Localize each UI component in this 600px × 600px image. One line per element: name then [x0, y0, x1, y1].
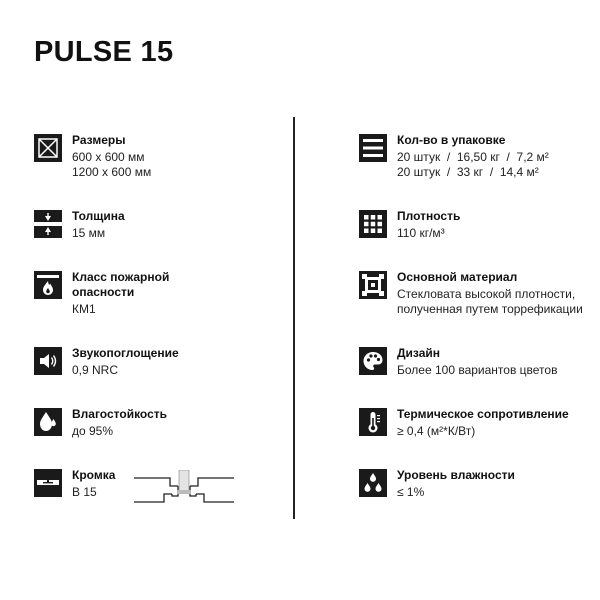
spec-label: Уровень влажности	[397, 468, 515, 482]
spec-fire-class	[34, 270, 182, 317]
spec-value: 20 штук / 16,50 кг / 7,2 м²	[397, 150, 549, 164]
spec-label: Кол-во в упаковке	[397, 133, 506, 147]
spec-package	[359, 133, 549, 180]
moisture-resistance-icon	[34, 408, 62, 436]
density-icon	[359, 210, 387, 238]
spec-sound	[34, 346, 179, 378]
page-title: PULSE 15	[34, 36, 174, 68]
spec-value: полученная путем торрефикации	[397, 302, 583, 316]
spec-value: ≥ 0,4 (м²*К/Вт)	[397, 424, 476, 438]
design-palette-icon	[359, 347, 387, 375]
spec-value: 1200 x 600 мм	[72, 165, 152, 179]
spec-thermal	[359, 407, 569, 439]
spec-moisture-resistance	[34, 407, 167, 439]
spec-label: Основной материал	[397, 270, 518, 284]
spec-label: Плотность	[397, 209, 461, 223]
spec-label: Кромка	[72, 468, 116, 482]
spec-label: Размеры	[72, 133, 126, 147]
spec-label: Влагостойкость	[72, 407, 168, 421]
spec-label: Термическое сопротивление	[397, 407, 569, 421]
dimensions-icon	[34, 134, 62, 162]
fire-class-icon	[34, 271, 62, 299]
spec-material	[359, 270, 583, 317]
spec-value: 110 кг/м³	[397, 226, 445, 240]
spec-thickness	[34, 209, 125, 241]
spec-value: ≤ 1%	[397, 485, 425, 499]
material-icon	[359, 271, 387, 299]
spec-edge	[34, 468, 115, 500]
spec-design	[359, 346, 557, 378]
spec-dimensions	[34, 133, 151, 180]
sound-icon	[34, 347, 62, 375]
spec-value: Стекловата высокой плотности,	[397, 287, 576, 301]
spec-label: Толщина	[72, 209, 125, 223]
spec-label: Звукопоглощение	[72, 346, 179, 360]
spec-value: 0,9 NRC	[72, 363, 119, 377]
spec-value: 600 x 600 мм	[72, 150, 145, 164]
package-icon	[359, 134, 387, 162]
spec-value: Более 100 вариантов цветов	[397, 363, 558, 377]
edge-profile-diagram	[134, 470, 234, 510]
spec-label: Класс пожарной опасности	[72, 270, 170, 299]
spec-density	[359, 209, 460, 241]
thickness-icon	[34, 210, 62, 238]
spec-value: В 15	[72, 485, 97, 499]
spec-value: 20 штук / 33 кг / 14,4 м²	[397, 165, 539, 179]
edge-icon	[34, 469, 62, 497]
spec-value: КМ1	[72, 302, 96, 316]
spec-label: Дизайн	[397, 346, 441, 360]
spec-value: до 95%	[72, 424, 114, 438]
humidity-icon	[359, 469, 387, 497]
spec-humidity	[359, 468, 515, 500]
column-divider	[293, 117, 295, 519]
spec-value: 15 мм	[72, 226, 106, 240]
thermometer-icon	[359, 408, 387, 436]
